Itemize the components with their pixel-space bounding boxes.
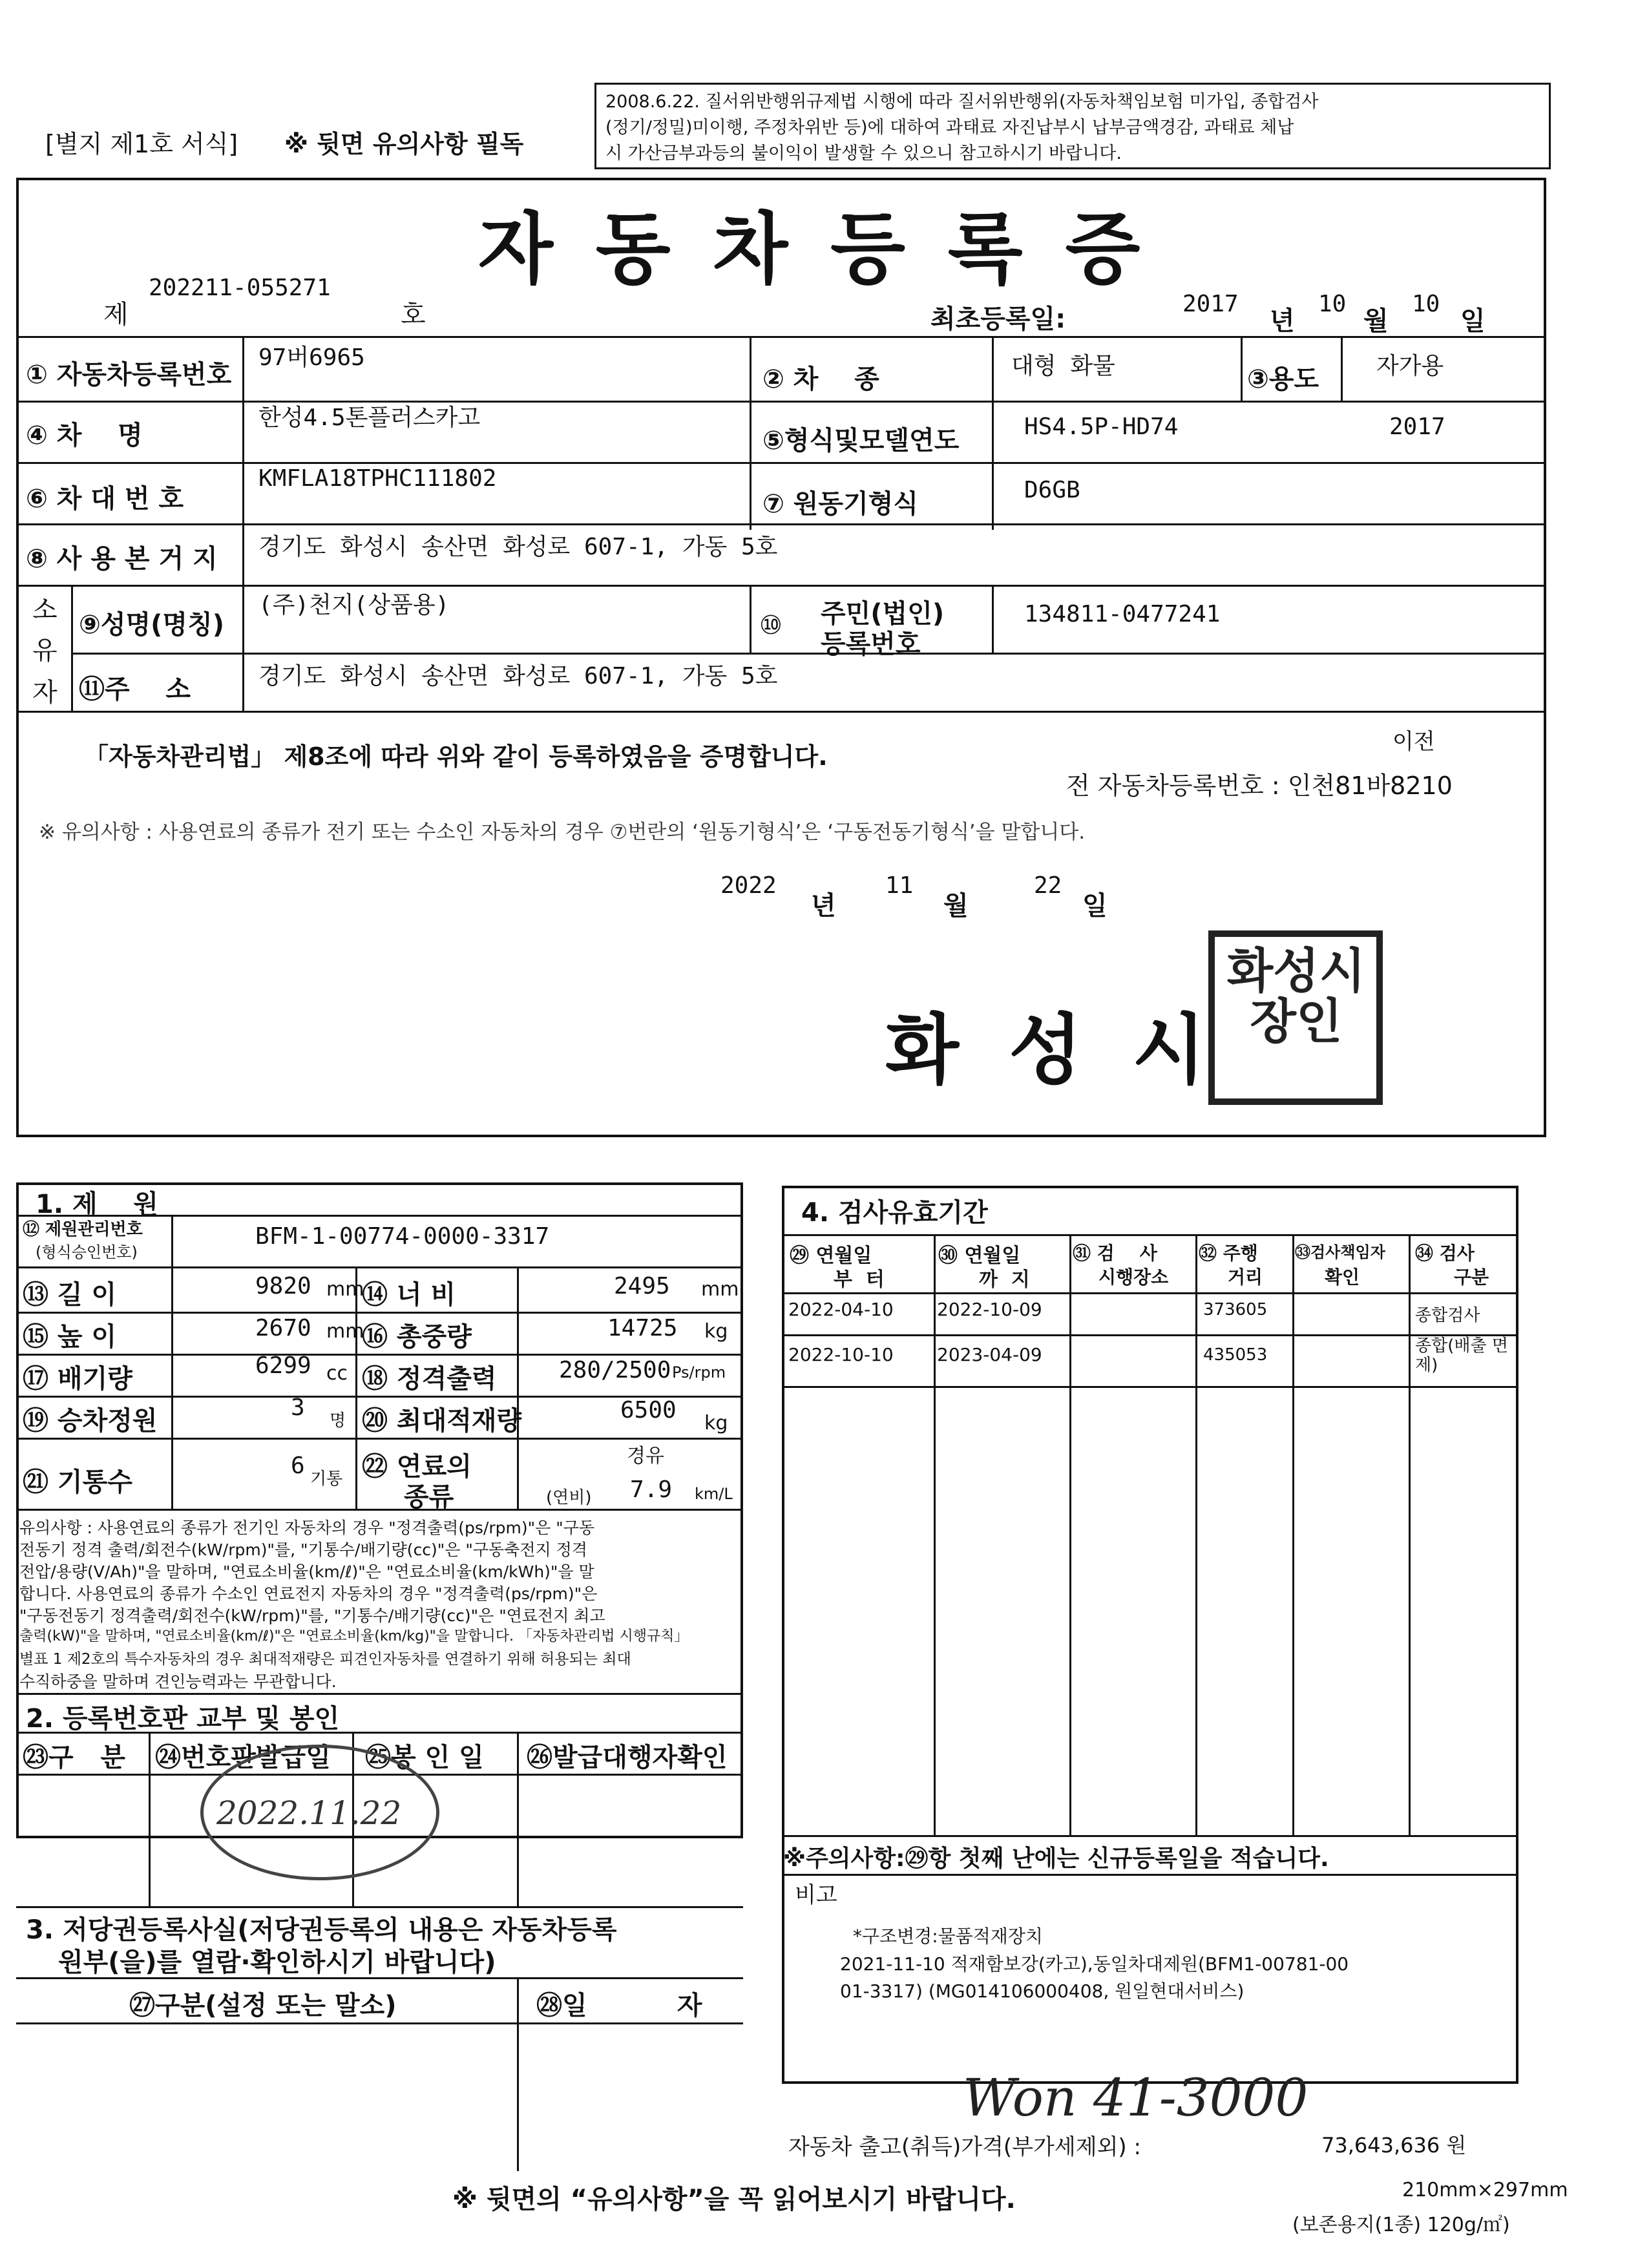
vehicle-type-label: ② 차 종 (762, 364, 879, 394)
spec-note-line: 유의사항 : 사용연료의 종류가 전기인 자동차의 경우 "정격출력(ps/rpm)"은 "구동 (19, 1518, 595, 1537)
insp-header-mileage: ㉜ 주행 (1199, 1243, 1258, 1264)
issue-day: 22 (1034, 872, 1062, 899)
grid-line (517, 1977, 519, 2171)
power-unit: Ps/rpm (672, 1363, 726, 1381)
cert-no-prefix: 제 (103, 300, 129, 330)
plate-col-seal-date: ㉕봉 인 일 (365, 1743, 484, 1772)
fuel-label2: 종류 (404, 1482, 454, 1512)
use-label: ③용도 (1247, 364, 1319, 394)
grid-line (16, 1906, 743, 1908)
page-title: 자 동 차 등 록 증 (478, 205, 1148, 295)
cylinders-unit: 기통 (310, 1469, 343, 1489)
grid-line (16, 1732, 743, 1734)
grid-line (16, 1693, 743, 1695)
fuel-eff-unit: km/L (695, 1485, 733, 1503)
first-reg-month-unit: 월 (1363, 306, 1389, 336)
inspection-caution: ※주의사항:㉙항 첫째 난에는 신규등록일을 적습니다. (783, 1845, 1329, 1872)
payload-label: ⑳ 최대적재량 (362, 1406, 522, 1436)
insp-row2-to: 2023-04-09 (937, 1344, 1042, 1365)
grid-line (750, 585, 751, 653)
insp-row1-mileage: 373605 (1203, 1300, 1268, 1319)
certify-statement: 「자동차관리법」 제8조에 따라 위와 같이 등록하였음을 증명합니다. (84, 742, 828, 771)
grid-line (16, 711, 1546, 713)
grid-line (16, 336, 1546, 338)
cert-no: 202211-055271 (149, 275, 331, 301)
issuer-name: 화 성 시 (885, 1005, 1218, 1095)
spec-heading: 1. 제 원 (36, 1190, 158, 1219)
inspection-panel (782, 1186, 1518, 2084)
fuel-label1: ㉒ 연료의 (362, 1452, 472, 1482)
date-stamp (200, 1745, 439, 1880)
grid-line (16, 523, 1546, 525)
issue-year: 2022 (720, 872, 777, 899)
cert-no-suffix: 호 (401, 300, 426, 330)
power-label: ⑱ 정격출력 (362, 1364, 497, 1394)
grid-line (171, 1215, 173, 1509)
vehicle-type-value: 대형 화물 (1011, 353, 1115, 379)
seats-label: ⑲ 승차정원 (23, 1406, 158, 1436)
fuel-eff-value: 7.9 (630, 1476, 673, 1503)
previous-reg-no: 전 자동차등록번호 : 인천81바8210 (1066, 772, 1453, 800)
displacement-label: ⑰ 배기량 (23, 1364, 132, 1394)
length-value: 9820 (255, 1273, 311, 1299)
spec-note-line: "구동전동기 정격출력/회전수(kW/rpm)"를, "기통수/배기량(cc)"은 "연료전지 최고 (19, 1606, 605, 1625)
insp-row1-from: 2022-04-10 (788, 1299, 894, 1320)
cylinders-value: 6 (291, 1453, 305, 1479)
corp-no-label1: 주민(법인) (821, 599, 945, 629)
vin-label: ⑥ 차 대 번 호 (26, 484, 184, 514)
gross-weight-value: 14725 (607, 1315, 678, 1341)
spec-note-line: 별표 1 제2호의 특수자동차의 경우 최대적재량은 피견인자동차를 연결하기 위해 허용되는 최대 (19, 1651, 631, 1668)
grid-line (782, 1234, 1518, 1236)
grid-line (1292, 1234, 1294, 1835)
grid-line (355, 1266, 357, 1509)
grid-line (16, 1354, 743, 1356)
first-reg-year-unit: 년 (1270, 306, 1295, 336)
grid-line (1069, 1234, 1071, 1835)
power-value: 280/2500 (559, 1357, 671, 1383)
length-label: ⑬ 길 이 (23, 1280, 117, 1310)
insp-header-place: ㉛ 검 사 (1073, 1243, 1157, 1264)
paper-type: (보존용지(1종) 120g/㎡) (1292, 2214, 1510, 2236)
insp-row2-kind: 종합(배출 면제) (1415, 1336, 1508, 1375)
owner-name-label: ⑨성명(명칭) (79, 610, 224, 640)
seats-value: 3 (291, 1394, 305, 1421)
seal-text: 화성시장인 (1226, 943, 1366, 1049)
width-unit: mm (701, 1278, 739, 1301)
penalty-notice-line1: 2008.6.22. 질서위반행위규제법 시행에 따라 질서위반행위(자동차책임보험 미가입, 종합검사 (605, 92, 1319, 112)
length-unit: mm (326, 1278, 364, 1301)
reg-no-value: 97버6965 (258, 344, 365, 371)
lien-heading-line2: 원부(을)를 열람·확인하시기 바랍니다) (58, 1948, 496, 1977)
gross-weight-unit: kg (704, 1320, 728, 1343)
corp-no-value: 134811-0477241 (1024, 601, 1221, 627)
displacement-unit: cc (326, 1362, 348, 1385)
grid-line (992, 336, 994, 530)
grid-line (16, 1509, 743, 1511)
model-label: ⑤형식및모델연도 (762, 426, 960, 456)
insp-header-place-2: 시행장소 (1098, 1266, 1169, 1288)
fuel-eff-label: (연비) (546, 1488, 592, 1507)
width-label: ⑭ 너 비 (362, 1280, 456, 1310)
price-label: 자동차 출고(취득)가격(부가세제외) : (788, 2134, 1141, 2160)
insp-header-from-2: 부 터 (834, 1268, 885, 1291)
grid-line (1341, 336, 1343, 401)
seats-unit: 명 (330, 1411, 346, 1431)
corp-no-label2: 등록번호 (821, 629, 921, 659)
grid-line (750, 336, 751, 530)
vehicle-name-value: 한성4.5톤플러스카고 (258, 404, 481, 431)
grid-line (782, 1874, 1518, 1876)
mgmt-no-label1: ⑫ 제원관리번호 (23, 1220, 143, 1239)
penalty-notice-line3: 시 가산금부과등의 불이익이 발생할 수 있으니 참고하시기 바랍니다. (605, 143, 1122, 163)
remarks-line1: *구조변경:물품적재장치 (853, 1926, 1043, 1947)
spec-note-line: 전동기 정격 출력/회전수(kW/rpm)"를, "기통수/배기량(cc)"은 "구동축전지 정격 (19, 1540, 587, 1559)
owner-name-value: (주)천지(상품용) (258, 592, 450, 618)
penalty-notice-line2: (정기/정밀)미이행, 주정차위반 등)에 대하여 과태료 자진납부시 납부금액경감, 과태료 체납 (605, 118, 1294, 138)
grid-line (517, 1266, 519, 1509)
insp-header-to: ㉚ 연월일 (938, 1244, 1021, 1267)
grid-line (782, 1334, 1518, 1336)
grid-line (782, 1386, 1518, 1388)
plate-col-category: ㉓구 분 (23, 1743, 126, 1772)
insp-row2-from: 2022-10-10 (788, 1344, 894, 1365)
remarks-label: 비고 (795, 1882, 837, 1908)
owner-group-char2: 유 (32, 636, 58, 666)
lien-heading-line1: 3. 저당권등록사실(저당권등록의 내용은 자동차등록 (26, 1915, 617, 1945)
insp-row1-kind: 종합검사 (1415, 1306, 1480, 1325)
electric-fuel-caution: ※ 유의사항 : 사용연료의 종류가 전기 또는 수소인 자동차의 경우 ⑦번란의 ‘원동기형식’은 ‘구동전동기형식’을 말합니다. (39, 821, 1086, 844)
first-reg-year: 2017 (1182, 291, 1239, 317)
mgmt-no-label2: (형식승인번호) (36, 1243, 138, 1261)
insp-row1-to: 2022-10-09 (937, 1299, 1042, 1320)
grid-line (1241, 336, 1243, 401)
grid-line (16, 585, 1546, 587)
back-note: ※ 뒷면 유의사항 필독 (284, 130, 524, 158)
grid-line (16, 1266, 743, 1268)
engine-label: ⑦ 원동기형식 (762, 489, 918, 519)
date-stamp-text: 2022.11.22 (216, 1794, 402, 1832)
owner-address-value: 경기도 화성시 송산면 화성로 607-1, 가동 5호 (258, 663, 778, 689)
width-value: 2495 (614, 1273, 670, 1299)
grid-line (934, 1234, 936, 1835)
grid-line (16, 2022, 743, 2024)
owner-address-label: ⑪주 소 (79, 675, 191, 704)
grid-line (517, 1732, 519, 1906)
owner-group-char1: 소 (32, 595, 58, 625)
insp-header-kind-2: 구분 (1454, 1266, 1489, 1288)
first-reg-day-unit: 일 (1460, 306, 1486, 336)
vin-value: KMFLA18TPHC111802 (258, 465, 497, 492)
grid-line (992, 585, 994, 653)
grid-line (71, 653, 1546, 655)
lien-col-date: ㉘일 자 (536, 1991, 702, 2021)
handwritten-note: Won 41-3000 (963, 2068, 1308, 2128)
first-reg-day: 10 (1412, 291, 1440, 317)
payload-value: 6500 (620, 1397, 677, 1423)
penalty-notice-box (594, 83, 1551, 169)
displacement-value: 6299 (255, 1352, 311, 1379)
model-year-value: 2017 (1389, 414, 1445, 440)
spec-note-line: 수직하중을 말하며 견인능력과는 무관합니다. (19, 1672, 337, 1691)
grid-line (149, 1732, 151, 1906)
issue-day-unit: 일 (1082, 891, 1108, 921)
grid-line (782, 1292, 1518, 1294)
height-label: ⑮ 높 이 (23, 1322, 117, 1352)
vehicle-name-label: ④ 차 명 (26, 421, 143, 450)
height-value: 2670 (255, 1315, 311, 1341)
grid-line (1409, 1234, 1411, 1835)
reg-no-label: ① 자동차등록번호 (26, 360, 232, 390)
read-note: ※ 뒷면의 “유의사항”을 꼭 읽어보시기 바랍니다. (452, 2185, 1016, 2214)
height-unit: mm (326, 1320, 364, 1343)
owner-group-char3: 자 (32, 678, 58, 708)
previous-reg-tag: 이전 (1392, 729, 1435, 755)
first-reg-label: 최초등록일: (930, 304, 1066, 334)
insp-header-kind: ㉞ 검사 (1415, 1243, 1475, 1264)
grid-line (1195, 1234, 1197, 1835)
issue-year-unit: 년 (811, 891, 836, 921)
remarks-line2: 2021-11-10 적재함보강(카고),동일차대제원(BFM1-00781-00 (840, 1953, 1349, 1975)
insp-header-mileage-2: 거리 (1228, 1266, 1263, 1288)
insp-header-from: ㉙ 연월일 (790, 1244, 872, 1267)
grid-line (16, 401, 1546, 403)
spec-note-line: 출력(kW)"을 말하며, "연료소비율(km/ℓ)"은 "연료소비율(km/kg)"을 말합니다. 「자동차관리법 시행규칙」 (19, 1628, 689, 1644)
remarks-line3: 01-3317) (MG014106000408, 원일현대서비스) (840, 1980, 1245, 2002)
mgmt-no-value: BFM-1-00774-0000-3317 (255, 1223, 550, 1250)
base-location-value: 경기도 화성시 송산면 화성로 607-1, 가동 5호 (258, 534, 778, 560)
gross-weight-label: ⑯ 총중량 (362, 1322, 472, 1352)
grid-line (16, 462, 1546, 464)
form-label: [별지 제1호 서식] (45, 130, 238, 158)
use-value: 자가용 (1376, 353, 1444, 379)
issue-month: 11 (885, 872, 914, 899)
grid-line (16, 1977, 743, 1979)
plate-col-agent: ㉖발급대행자확인 (527, 1743, 728, 1772)
paper-size: 210mm×297mm (1402, 2179, 1568, 2201)
spec-note-line: 합니다. 사용연료의 종류가 수소인 연료전지 자동차의 경우 "정격출력(ps/rpm)"은 (19, 1584, 598, 1603)
insp-header-officer: ㉝검사책임자 (1295, 1243, 1385, 1261)
payload-unit: kg (704, 1412, 728, 1434)
spec-note-line: 전압/용량(V/Ah)"을 말하며, "연료소비율(km/ℓ)"은 "연료소비율(km/kWh)"을 말 (19, 1562, 594, 1581)
issue-month-unit: 월 (943, 891, 969, 921)
inspection-heading: 4. 검사유효기간 (801, 1198, 988, 1228)
fuel-value: 경유 (627, 1445, 664, 1467)
plate-col-issue-date: ㉔번호판발급일 (155, 1743, 331, 1772)
model-value: HS4.5P-HD74 (1024, 414, 1179, 440)
price-value: 73,643,636 원 (1321, 2133, 1467, 2158)
grid-line (782, 1835, 1518, 1837)
plate-heading: 2. 등록번호판 교부 및 봉인 (26, 1704, 340, 1734)
lien-col-category: ㉗구분(설정 또는 말소) (129, 1991, 397, 2021)
first-reg-month: 10 (1318, 291, 1347, 317)
corp-no-num: ⑩ (759, 611, 782, 640)
insp-header-officer-2: 확인 (1325, 1266, 1360, 1288)
cylinders-label: ㉑ 기통수 (23, 1467, 132, 1497)
insp-header-to-2: 까 지 (979, 1268, 1030, 1291)
engine-value: D6GB (1024, 477, 1080, 503)
official-seal (1208, 930, 1383, 1105)
grid-line (71, 585, 73, 711)
insp-row2-mileage: 435053 (1203, 1345, 1268, 1365)
base-location-label: ⑧ 사 용 본 거 지 (26, 544, 218, 574)
grid-line (16, 1312, 743, 1314)
grid-line (242, 585, 244, 711)
